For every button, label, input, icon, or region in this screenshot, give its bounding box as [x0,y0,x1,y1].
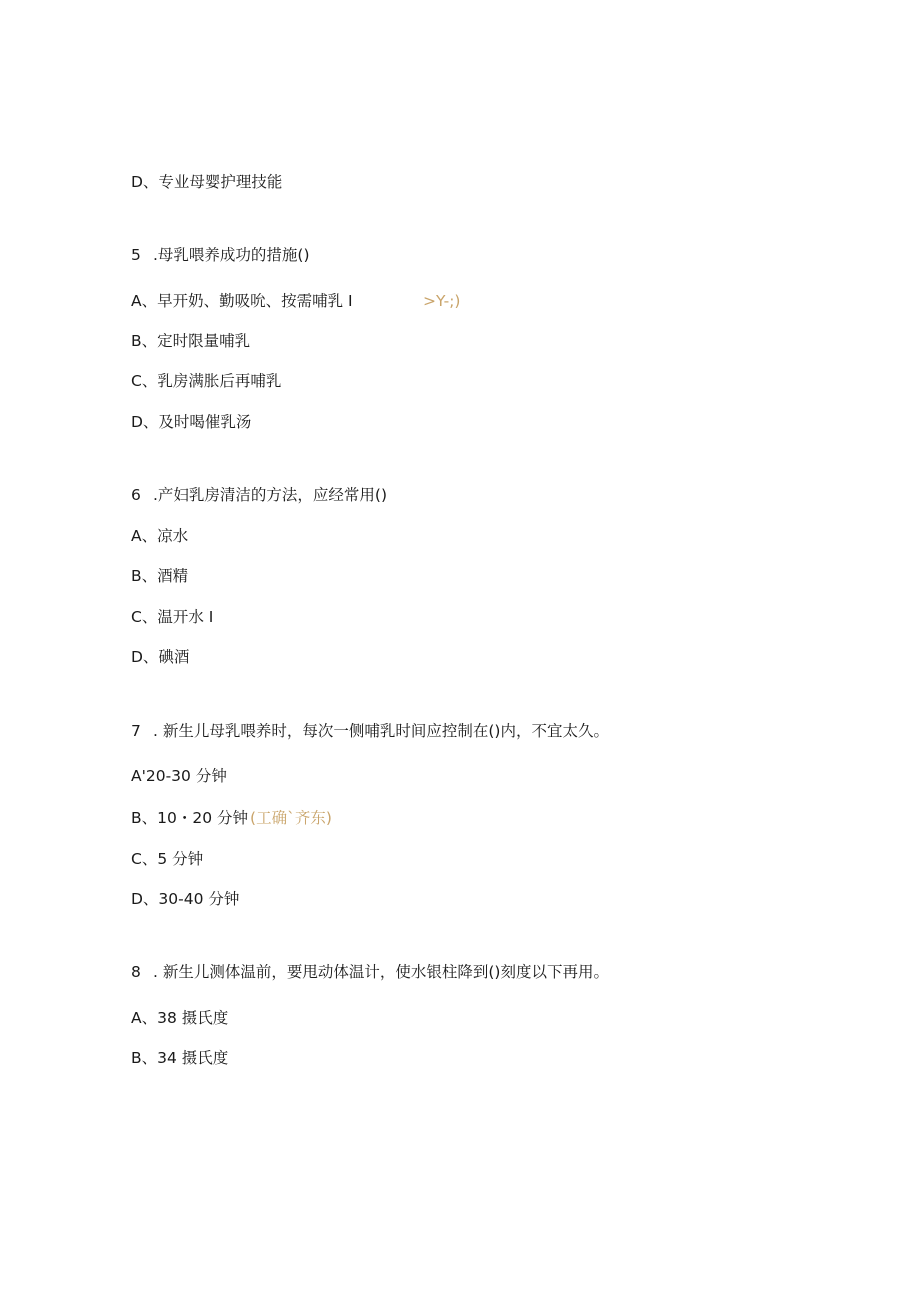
q5-option-d: D、及时喝催乳汤 [131,413,252,431]
q5-text: .母乳喂养成功的措施() [153,246,310,264]
q7-question [131,721,609,741]
q6-number: 6 [131,486,141,504]
q6-option-a: A、凉水 [131,527,189,545]
q7-option-c: C、5 分钟 [131,850,204,868]
q5-number: 5 [131,246,141,264]
q5-question [131,245,310,265]
q8-text: . 新生儿测体温前，要甩动体温计，使水银柱降到()刻度以下再用。 [153,963,609,981]
q7-annotation: (工确`齐东) [250,809,332,827]
q5-option-b: B、定时限量哺乳 [131,332,251,350]
q6-option-b: B、酒精 [131,567,189,585]
q7-option-d: D、30-40 分钟 [131,890,240,908]
q8-option-b: B、34 摄氏度 [131,1049,229,1067]
q7-option-b [131,808,332,828]
q8-option-a: A、38 摄氏度 [131,1009,229,1027]
q7-option-a: A'20-30 分钟 [131,767,227,785]
q7-option-b-text: B、10・20 分钟 [131,809,249,827]
q8-number: 8 [131,963,141,981]
q5-option-a [131,291,353,311]
q8-question [131,962,609,982]
q6-question [131,485,387,505]
q7-number: 7 [131,722,141,740]
q6-option-d: D、碘酒 [131,648,190,666]
q5-option-a-text: A、早开奶、勤吸吮、按需哺乳 I [131,292,353,310]
q5-annotation: >Y-;) [423,292,461,310]
q6-text: .产妇乳房清洁的方法，应经常用() [153,486,388,504]
q6-option-c: C、温开水 I [131,608,214,626]
q5-option-c: C、乳房满胀后再哺乳 [131,372,282,390]
q4-option-d: D、专业母婴护理技能 [131,173,283,191]
q7-text: . 新生儿母乳喂养时，每次一侧哺乳时间应控制在()内，不宜太久。 [153,722,609,740]
